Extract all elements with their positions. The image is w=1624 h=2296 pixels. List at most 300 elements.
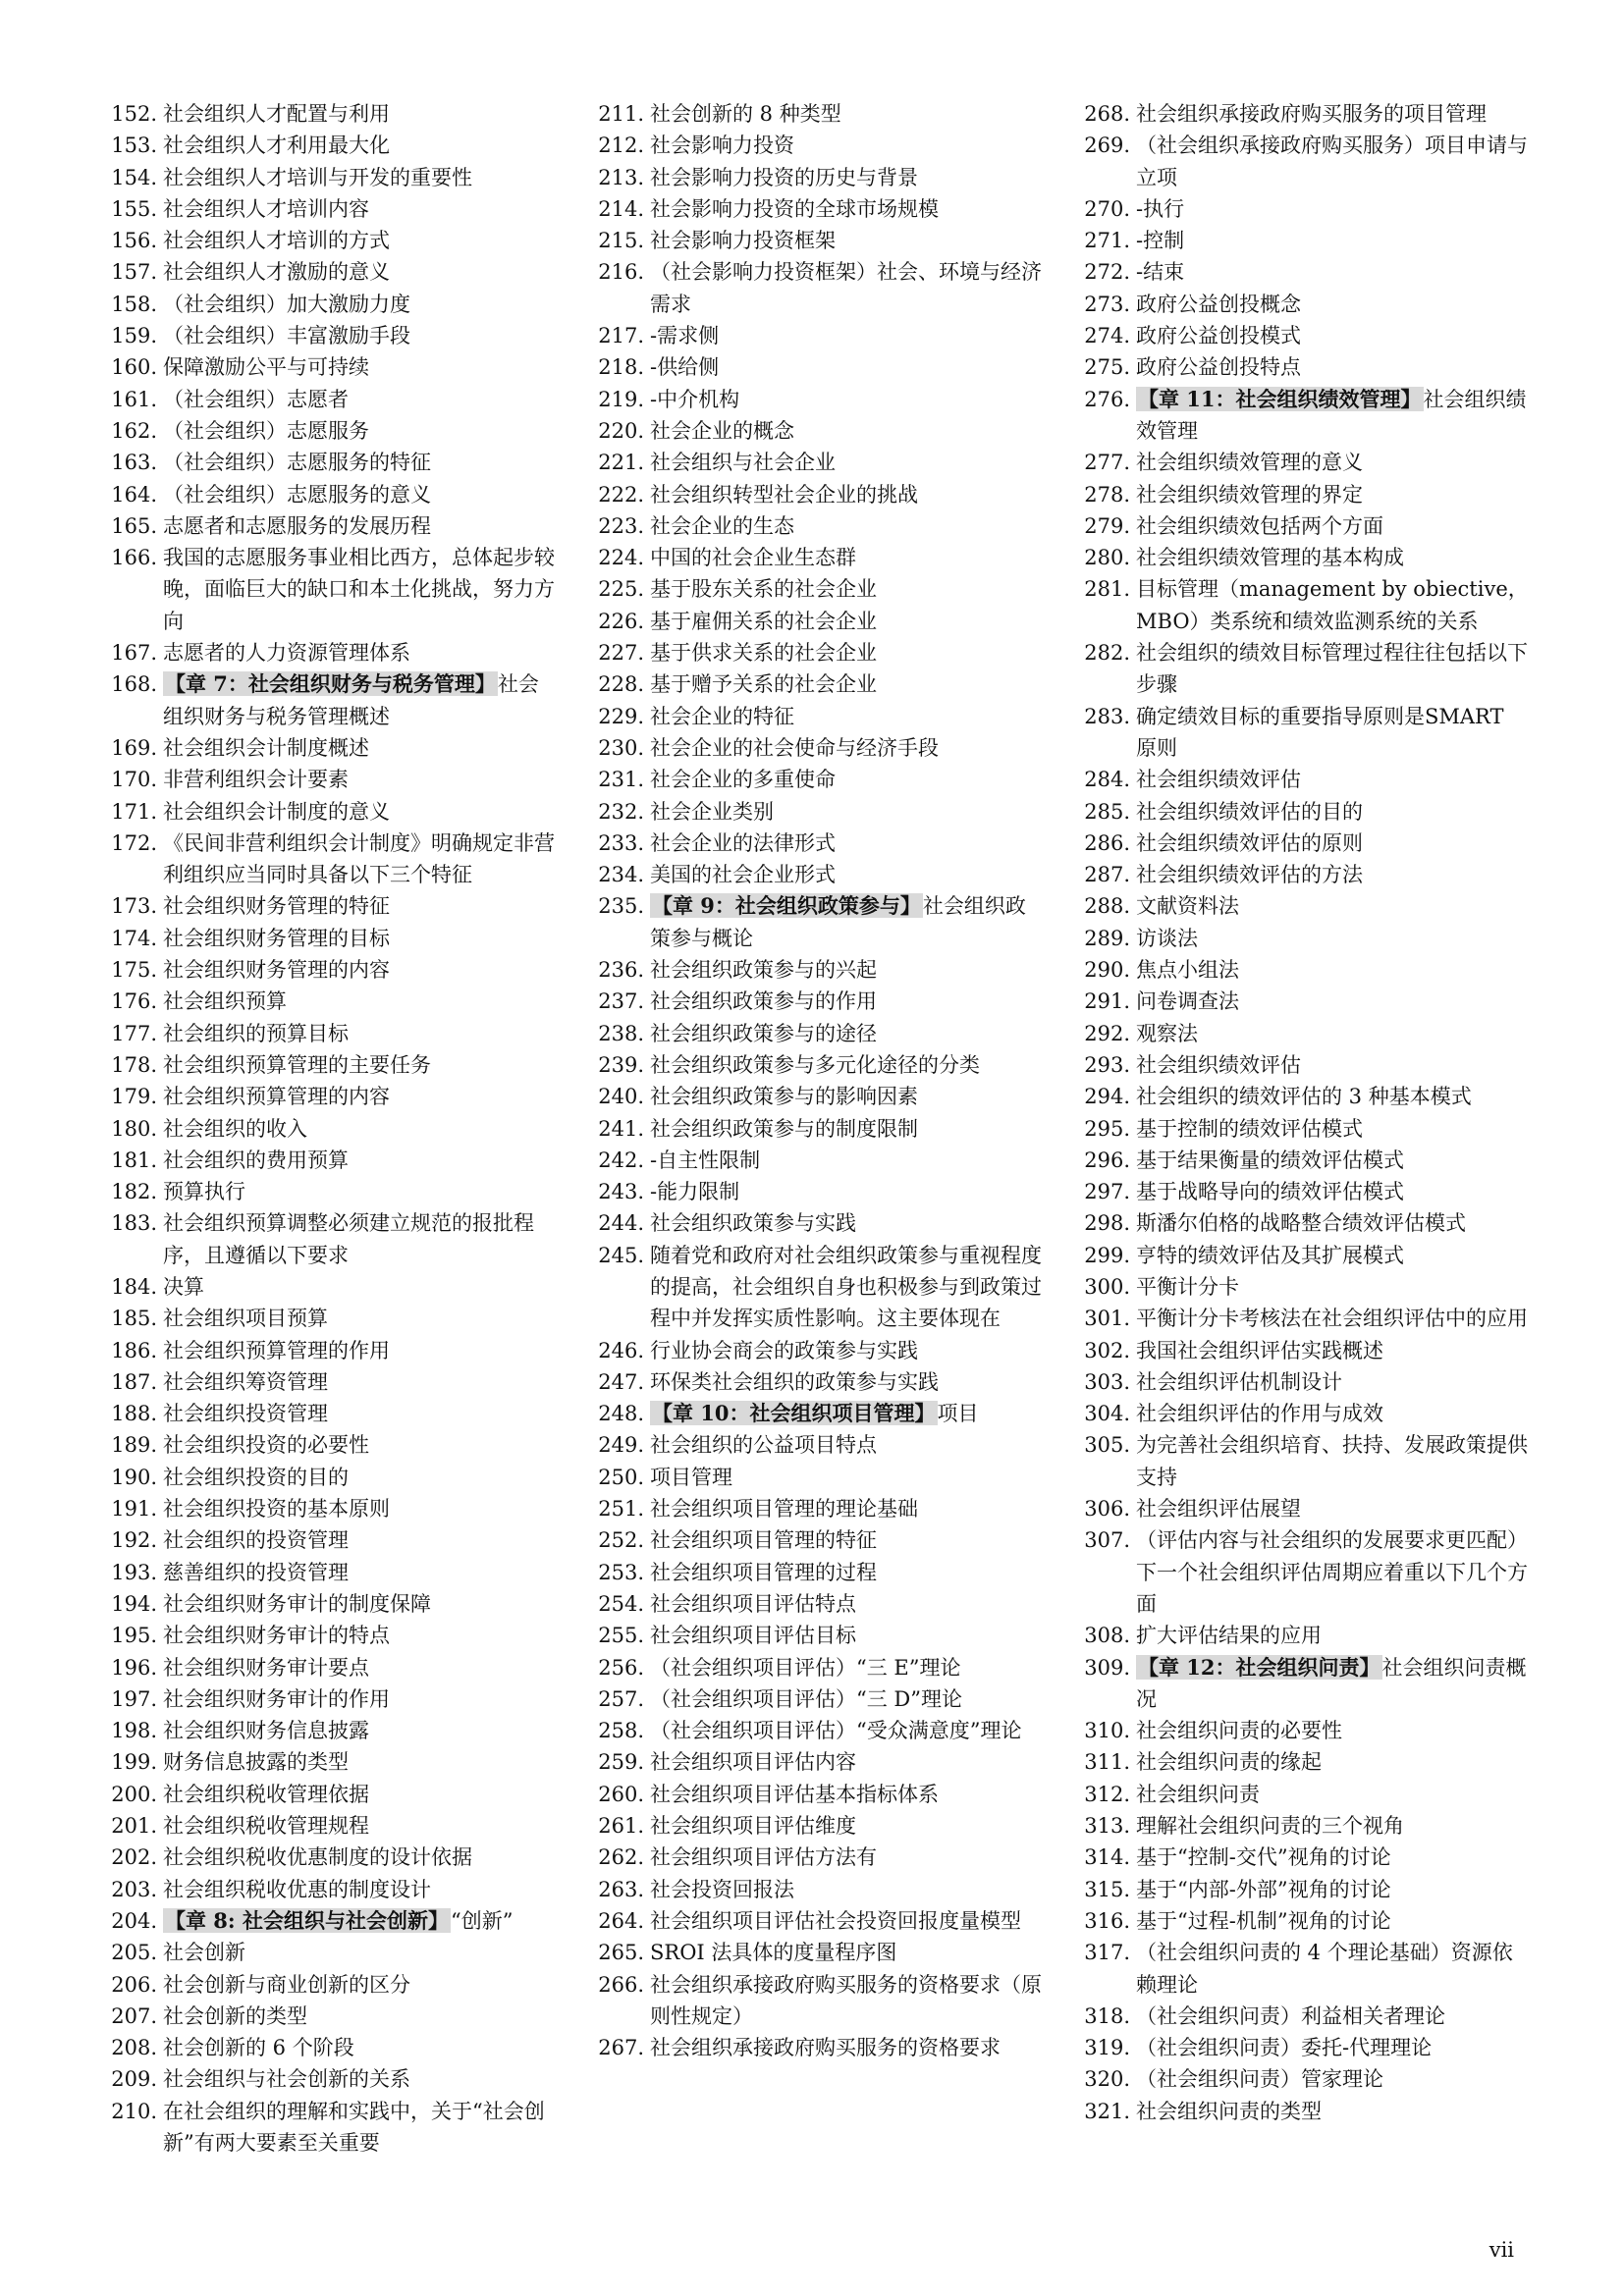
entry-text: 社会组织承接政府购买服务的资格要求 [650,2036,1001,2060]
entry-number: 262. [598,1845,644,1870]
entry-number: 193. [111,1560,157,1584]
entry-number: 212. [598,133,644,158]
entry-text: 非营利组织会计要素 [163,768,349,792]
entry-number: 223. [598,513,644,538]
entry-text: 社会投资回报法 [650,1877,794,1901]
toc-chapter-entry [1069,1652,1531,1716]
entry-number: 202. [111,1845,157,1870]
toc-entry [1069,1049,1531,1081]
entry-text: 社会组织政策参与的制度限制 [650,1116,918,1141]
toc-entry [1069,447,1531,478]
entry-text: 社会组织项目评估方法有 [650,1845,877,1870]
entry-number: 222. [598,482,644,507]
toc-entry [1069,796,1531,828]
entry-number: 160. [111,355,157,380]
entry-text: 基于赠予关系的社会企业 [650,672,877,697]
entry-text: 基于结果衡量的绩效评估模式 [1136,1148,1404,1172]
entry-text: 社会企业的特征 [650,704,794,728]
entry-number: 165. [111,513,157,538]
entry-number: 274. [1084,324,1130,348]
toc-entry [1069,890,1531,922]
entry-number: 305. [1084,1433,1130,1458]
toc-entry [583,1049,1045,1081]
entry-text: 决算 [163,1274,204,1299]
toc-entry [1069,1335,1531,1366]
entry-number: 190. [111,1465,157,1489]
toc-entry [583,1746,1045,1778]
entry-text: 中国的社会企业生态群 [650,546,856,570]
entry-text: （社会组织项目评估）“三 D”理论 [650,1686,962,1711]
toc-entry [96,2032,558,2063]
entry-number: 234. [598,863,644,887]
entry-number: 170. [111,768,157,792]
toc-entry [583,320,1045,351]
toc-entry [1069,193,1531,225]
toc-entry [1069,1207,1531,1239]
entry-text: 社会组织预算调整必须建立规范的报批程序，且遵循以下要求 [163,1211,534,1267]
entry-number: 268. [1084,102,1130,126]
entry-number: 244. [598,1211,644,1236]
toc-entry [96,98,558,130]
toc-entry [96,1018,558,1049]
entry-text: 社会组织项目评估特点 [650,1591,856,1616]
toc-entry [1069,1842,1531,1873]
entry-text: 社会组织投资管理 [163,1402,328,1426]
entry-number: 192. [111,1528,157,1553]
page-number: vii [1489,2238,1514,2262]
entry-number: 263. [598,1877,644,1901]
entry-text [650,890,1045,954]
entry-text: 确定绩效目标的重要指导原则是SMART 原则 [1136,704,1504,760]
entry-number: 269. [1084,133,1130,158]
entry-number: 185. [111,1307,157,1331]
toc-entry [96,637,558,668]
toc-entry [583,1493,1045,1524]
entry-number: 195. [111,1624,157,1648]
entry-number: 240. [598,1085,644,1109]
toc-entry [583,510,1045,542]
entry-text: 基于供求关系的社会企业 [650,641,877,666]
entry-number: 163. [111,451,157,475]
toc-entry [96,1874,558,1905]
toc-entry [96,890,558,922]
toc-entry [96,1176,558,1207]
toc-entry [96,732,558,764]
entry-text: 社会组织评估展望 [1136,1497,1301,1522]
entry-text: 社会组织人才利用最大化 [163,133,390,158]
entry-text: （社会组织问责的 4 个理论基础）资源依赖理论 [1136,1941,1513,1997]
entry-number: 208. [111,2036,157,2060]
entry-text: 社会企业类别 [650,799,774,824]
toc-entry [1069,1113,1531,1145]
entry-number: 158. [111,292,157,316]
entry-text: 社会组织政策参与实践 [650,1211,856,1236]
entry-number: 270. [1084,196,1130,221]
entry-text: 社会组织税收优惠的制度设计 [163,1877,431,1901]
entry-number: 182. [111,1180,157,1204]
entry-number: 247. [598,1369,644,1394]
toc-entry [1069,2001,1531,2032]
toc-entry [96,130,558,161]
entry-text: -自主性限制 [650,1148,761,1172]
toc-entry [96,1779,558,1810]
entry-number: 313. [1084,1814,1130,1839]
entry-number: 261. [598,1814,644,1839]
entry-number: 259. [598,1750,644,1775]
entry-text: 社会创新与商业创新的区分 [163,1972,410,1997]
entry-text: 社会组织绩效评估的原则 [1136,830,1363,855]
toc-entry [96,1588,558,1620]
entry-text: （社会组织）加大激励力度 [163,292,410,316]
entry-text-rest: 社会组织绩效管理 [1136,387,1527,443]
toc-entry [583,384,1045,415]
entry-text: 社会组织税收优惠制度的设计依据 [163,1845,472,1870]
entry-text [1136,1652,1531,1716]
entry-text: 基于“过程-机制”视角的讨论 [1136,1908,1391,1933]
entry-text: 基于雇佣关系的社会企业 [650,609,877,633]
toc-entry [583,986,1045,1017]
toc-entry [1069,1240,1531,1271]
entry-number: 310. [1084,1719,1130,1743]
toc-entry [583,162,1045,193]
toc-entry [583,1588,1045,1620]
entry-number: 197. [111,1686,157,1711]
toc-entry [96,1620,558,1651]
entry-number: 248. [598,1402,644,1426]
entry-text: （社会组织问责）利益相关者理论 [1136,2003,1445,2028]
toc-entry [1069,1429,1531,1493]
toc-chapter-entry [96,668,558,732]
entry-number: 294. [1084,1085,1130,1109]
chapter-heading: 【章 12：社会组织问责】 [1138,1654,1380,1680]
entry-text: 焦点小组法 [1136,958,1239,983]
entry-text: 社会组织人才配置与利用 [163,102,390,126]
entry-number: 302. [1084,1338,1130,1362]
entry-text: 社会组织绩效管理的界定 [1136,482,1363,507]
entry-text: （社会组织项目评估）“三 E”理论 [650,1655,961,1680]
entry-number: 184. [111,1274,157,1299]
entry-number: 229. [598,704,644,728]
toc-entry [583,1113,1045,1145]
entry-text: 社会组织项目评估目标 [650,1624,856,1648]
entry-text: 斯潘尔伯格的战略整合绩效评估模式 [1136,1211,1466,1236]
entry-number: 209. [111,2067,157,2092]
entry-text: 社会组织政策参与多元化途径的分类 [650,1052,980,1077]
entry-text: 社会组织预算 [163,989,287,1014]
entry-text-rest: 项目 [937,1402,979,1426]
entry-text: 社会组织承接政府购买服务的项目管理 [1136,102,1487,126]
toc-entry [96,162,558,193]
entry-text: 为完善社会组织培育、扶持、发展政策提供支持 [1136,1433,1528,1489]
entry-text: 社会组织政策参与的作用 [650,989,877,1014]
toc-entry [1069,1398,1531,1429]
toc-entry [1069,1937,1531,2001]
entry-text: 平衡计分卡考核法在社会组织评估中的应用 [1136,1307,1528,1331]
toc-entry [96,1746,558,1778]
entry-text [163,1905,558,1937]
entry-text: 社会组织政策参与的影响因素 [650,1085,918,1109]
entry-text: 社会组织的公益项目特点 [650,1433,877,1458]
toc-entry [96,320,558,351]
entry-number: 284. [1084,768,1130,792]
entry-number: 237. [598,989,644,1014]
toc-entry [583,225,1045,256]
entry-number: 188. [111,1402,157,1426]
entry-text: （社会组织）丰富激励手段 [163,324,410,348]
toc-entry [583,1207,1045,1239]
entry-number: 204. [111,1908,157,1933]
entry-text: 社会组织投资的必要性 [163,1433,369,1458]
toc-column-1 [96,98,558,2159]
toc-entry [96,1207,558,1271]
entry-text: 社会企业的概念 [650,418,794,443]
toc-entry [583,1145,1045,1176]
toc-entry [583,828,1045,859]
entry-text: 社会组织绩效评估的目的 [1136,799,1363,824]
entry-number: 227. [598,641,644,666]
entry-text: 社会企业的法律形式 [650,830,836,855]
entry-number: 288. [1084,894,1130,919]
toc-column-3 [1069,98,1531,2127]
entry-text: 社会组织项目评估社会投资回报度量模型 [650,1908,1021,1933]
toc-entry [1069,225,1531,256]
entry-number: 287. [1084,863,1130,887]
toc-entry [96,351,558,383]
entry-text: SROI 法具体的度量程序图 [650,1941,897,1965]
toc-entry [96,1145,558,1176]
toc-entry [1069,1081,1531,1112]
entry-text: 社会组织财务审计的制度保障 [163,1591,431,1616]
entry-number: 189. [111,1433,157,1458]
entry-text: 社会创新 [163,1941,245,1965]
entry-text: 理解社会组织问责的三个视角 [1136,1814,1404,1839]
entry-text: 慈善组织的投资管理 [163,1560,349,1584]
entry-number: 258. [598,1719,644,1743]
entry-number: 236. [598,958,644,983]
entry-number: 153. [111,133,157,158]
toc-entry [583,1652,1045,1683]
entry-number: 281. [1084,577,1130,602]
entry-number: 303. [1084,1369,1130,1394]
entry-text: 社会组织会计制度概述 [163,735,369,760]
entry-number: 171. [111,799,157,824]
entry-text: 在社会组织的理解和实践中，关于“社会创新”有两大要素至关重要 [163,2099,545,2155]
entry-text: 我国社会组织评估实践概述 [1136,1338,1383,1362]
toc-entry [1069,98,1531,130]
toc-entry [1069,2032,1531,2063]
toc-entry [96,510,558,542]
toc-entry [583,1779,1045,1810]
entry-number: 155. [111,196,157,221]
entry-text: 社会组织问责的必要性 [1136,1719,1342,1743]
entry-number: 246. [598,1338,644,1362]
entry-text: 社会组织绩效评估 [1136,768,1301,792]
entry-text-rest: 社会组织问责概况 [1136,1655,1527,1711]
toc-entry [1069,1176,1531,1207]
entry-text: 社会组织项目管理的特征 [650,1528,877,1553]
toc-entry [1069,1493,1531,1524]
toc-entry [96,1335,558,1366]
entry-text: 社会创新的 6 个阶段 [163,2036,354,2060]
entry-text-rest: 社会组织财务与税务管理概述 [163,672,539,728]
toc-entry [583,542,1045,573]
entry-text: 社会组织预算管理的主要任务 [163,1052,431,1077]
toc-entry [583,351,1045,383]
entry-number: 320. [1084,2067,1130,2092]
toc-entry [1069,1366,1531,1398]
entry-text: 社会组织税收管理依据 [163,1782,369,1806]
entry-text: 社会组织的绩效目标管理过程往往包括以下步骤 [1136,641,1528,697]
toc-entry [1069,1779,1531,1810]
toc-entry [1069,289,1531,320]
entry-number: 272. [1084,260,1130,285]
entry-text: -能力限制 [650,1180,740,1204]
entry-text: -中介机构 [650,387,740,411]
toc-entry [96,1810,558,1842]
toc-entry [583,764,1045,795]
entry-number: 218. [598,355,644,380]
entry-text: 社会组织人才培训的方式 [163,229,390,253]
toc-column-2 [583,98,1045,2063]
entry-number: 304. [1084,1402,1130,1426]
entry-number: 177. [111,1021,157,1045]
entry-number: 264. [598,1908,644,1933]
toc-entry [583,1969,1045,2033]
toc-entry [583,668,1045,700]
entry-text: （评估内容与社会组织的发展要求更匹配）下一个社会组织评估周期应着重以下几个方面 [1136,1528,1528,1616]
entry-number: 169. [111,735,157,760]
entry-number: 215. [598,229,644,253]
toc-entry [96,1462,558,1493]
toc-entry [96,1842,558,1873]
entry-number: 179. [111,1085,157,1109]
entry-number: 220. [598,418,644,443]
entry-text: 社会组织投资的基本原则 [163,1497,390,1522]
toc-entry [583,796,1045,828]
entry-text: 社会企业的社会使命与经济手段 [650,735,939,760]
entry-number: 285. [1084,799,1130,824]
toc-entry [96,1081,558,1112]
toc-entry [583,415,1045,447]
entry-text: 社会组织政策参与的途径 [650,1021,877,1045]
entry-text: 社会组织人才激励的意义 [163,260,390,285]
entry-number: 286. [1084,830,1130,855]
entry-text: 社会组织预算管理的内容 [163,1085,390,1109]
entry-text [163,668,558,732]
entry-number: 315. [1084,1877,1130,1901]
toc-entry [96,1398,558,1429]
toc-entry [96,1652,558,1683]
entry-number: 178. [111,1052,157,1077]
entry-number: 205. [111,1941,157,1965]
entry-number: 292. [1084,1021,1130,1045]
entry-text-rest: “创新” [451,1908,514,1933]
toc-entry [96,986,558,1017]
entry-text: （社会组织承接政府购买服务）项目申请与立项 [1136,133,1528,189]
entry-text: 社会创新的 8 种类型 [650,102,841,126]
entry-text: 基于股东关系的社会企业 [650,577,877,602]
toc-entry [96,1303,558,1334]
entry-number: 245. [598,1243,644,1267]
toc-entry [96,447,558,478]
entry-text: -控制 [1136,229,1185,253]
toc-entry [583,1810,1045,1842]
entry-number: 199. [111,1750,157,1775]
toc-entry [1069,1874,1531,1905]
entry-number: 172. [111,830,157,855]
entry-text: 社会影响力投资 [650,133,794,158]
entry-number: 271. [1084,229,1130,253]
entry-number: 255. [598,1624,644,1648]
entry-number: 321. [1084,2099,1130,2123]
entry-text [650,1398,1045,1429]
entry-text: 社会组织人才培训与开发的重要性 [163,165,472,189]
entry-number: 180. [111,1116,157,1141]
entry-text: 观察法 [1136,1021,1198,1045]
chapter-heading: 【章 8: 社会组织与社会创新】 [165,1907,449,1933]
toc-entry [583,1905,1045,1937]
toc-entry [1069,1620,1531,1651]
entry-number: 210. [111,2099,157,2123]
entry-number: 319. [1084,2036,1130,2060]
entry-number: 253. [598,1560,644,1584]
entry-text: 保障激励公平与可持续 [163,355,369,380]
entry-text: 社会组织与社会企业 [650,451,836,475]
entry-number: 252. [598,1528,644,1553]
entry-text: 亨特的绩效评估及其扩展模式 [1136,1243,1404,1267]
entry-text: 社会组织项目管理的理论基础 [650,1497,918,1522]
entry-text: 扩大评估结果的应用 [1136,1624,1322,1648]
entry-number: 231. [598,768,644,792]
entry-text: 社会组织问责的缘起 [1136,1750,1322,1775]
entry-number: 213. [598,165,644,189]
toc-chapter-entry [96,1905,558,1937]
entry-text: 社会组织财务管理的内容 [163,958,390,983]
entry-number: 168. [111,672,157,697]
entry-number: 226. [598,609,644,633]
entry-number: 278. [1084,482,1130,507]
toc-entry [96,193,558,225]
entry-text: 社会组织的预算目标 [163,1021,349,1045]
toc-entry [583,732,1045,764]
entry-text: 社会组织的费用预算 [163,1148,349,1172]
toc-entry [583,637,1045,668]
toc-entry [1069,764,1531,795]
entry-number: 196. [111,1655,157,1680]
toc-entry [96,256,558,288]
entry-text: 社会组织项目评估维度 [650,1814,856,1839]
toc-entry [1069,320,1531,351]
entry-text: 社会组织评估机制设计 [1136,1369,1342,1394]
entry-number: 230. [598,735,644,760]
entry-text: 社会影响力投资的历史与背景 [650,165,918,189]
toc-entry [1069,923,1531,954]
entry-number: 239. [598,1052,644,1077]
entry-number: 181. [111,1148,157,1172]
entry-number: 200. [111,1782,157,1806]
toc-entry [1069,986,1531,1017]
toc-entry [583,573,1045,605]
toc-entry [1069,542,1531,573]
entry-text: -执行 [1136,196,1185,221]
chapter-heading: 【章 11：社会组织绩效管理】 [1138,386,1422,411]
toc-entry [96,1557,558,1588]
toc-entry [583,1937,1045,1968]
entry-number: 291. [1084,989,1130,1014]
toc-entry [1069,573,1531,637]
entry-number: 309. [1084,1655,1130,1680]
toc-entry [96,1969,558,2001]
